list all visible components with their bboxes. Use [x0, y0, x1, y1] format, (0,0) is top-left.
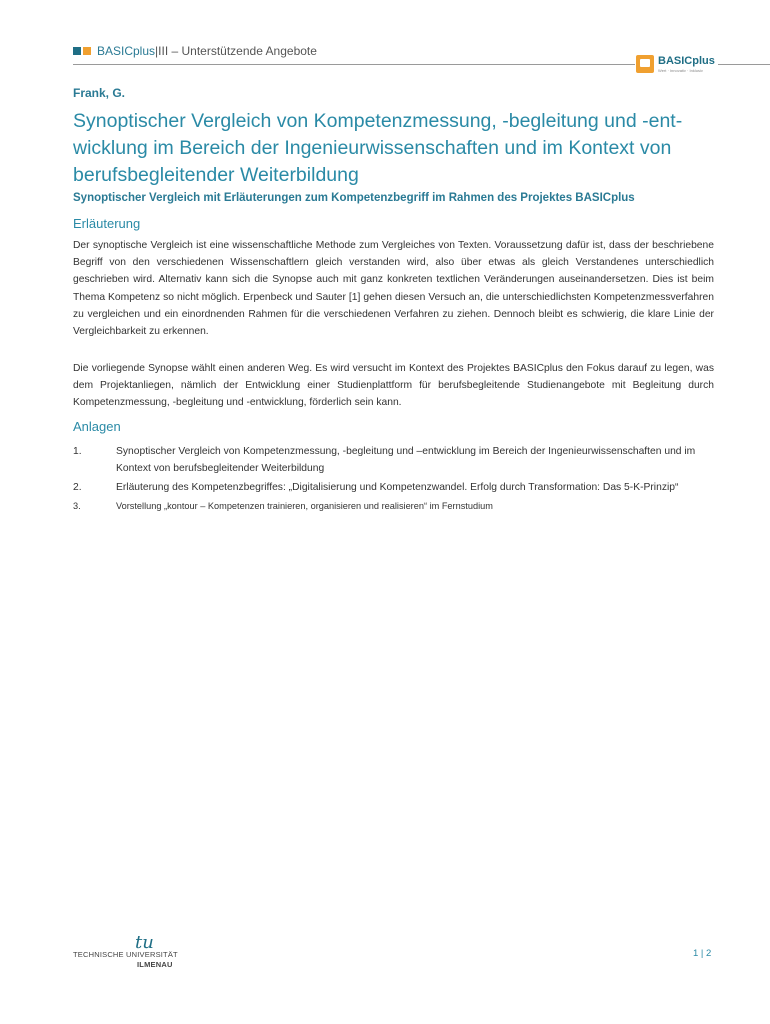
paragraph-2: Die vorliegende Synopse wählt einen anderen Weg. Es wird versucht im Kontext des Projektes BASICplus den Fokus darauf zu legen, was dem Projektanliegen, nämlich der Entwicklung einer Studienplattform für berufsbegleitende Studienangebote mit Begleitung durch Kompetenzmessung, -begleitung und -entwicklung, förderlich sein kann.: [73, 363, 714, 409]
running-header: [73, 43, 317, 59]
header-square-orange-icon: [83, 47, 91, 55]
list-item: [73, 498, 714, 515]
tu-ilmenau-logo: [73, 932, 185, 972]
header-section: |III – Unterstützende Angebote: [155, 44, 317, 58]
list-item-number: 3.: [73, 501, 81, 511]
logo-tagline: Wert · Innovativ · Inklusiv: [658, 67, 703, 73]
attachments-list: [73, 443, 714, 517]
tu-mark-icon: tu: [135, 932, 154, 953]
list-item-number: 1.: [73, 446, 82, 457]
section-heading-anlagen: Anlagen: [73, 419, 121, 434]
university-name-line1: TECHNISCHE UNIVERSITÄT: [73, 950, 178, 959]
document-subtitle: Synoptischer Vergleich mit Erläuterungen zum Kompetenzbegriff im Rahmen des Projektes BASICplus: [73, 192, 635, 204]
page-number: 1 | 2: [693, 948, 712, 959]
logo-divider: [718, 64, 770, 65]
list-item-text: Synoptischer Vergleich von Kompetenzmessung, -begleitung und –entwicklung im Bereich der Ingenieurwissenschaften und im Kontext von berufsbegleitender Weiterbildung: [116, 446, 696, 474]
header-brand: BASICplus: [97, 44, 156, 58]
list-item-text: Erläuterung des Kompetenzbegriffes: „Digitalisierung und Kompetenzwandel. Erfolg durch Transformation: Das 5-K-Prinzip“: [116, 482, 679, 493]
paragraph-1: Der synoptische Vergleich ist eine wissenschaftliche Methode zum Vergleiches von Texten. Voraussetzung dafür ist, dass der beschriebene Begriff von den verschiedenen Wissenschaftlern gleich verstanden wird, also über etwas als gleich Verstandenes unterschiedlich geschrieben wird. Alternativ kann sich die Synopse auch mit ganz konkreten textlichen Veränderungen auseinandersetzen. Dies ist beim Thema Kompetenz so nicht möglich. Erpenbeck und Sauter [1] gehen diesen Versuch an, die unterschiedlichsten Kompetenzmessverfahren zu vergleichen und ein einordnenden Rahmen für die verschiedenen Verfahren zu ziehen. Dennoch bleibt es schwierig, die klare Linie der Vergleichbarkeit zu erkennen.: [73, 240, 714, 338]
basicplus-logo: [636, 53, 718, 75]
university-name-line2: ILMENAU: [137, 960, 173, 969]
logo-name: BASICplus: [658, 54, 715, 67]
list-item-text: Vorstellung „kontour – Kompetenzen trainieren, organisieren und realisieren“ im Fernstudium: [116, 501, 493, 511]
author: Frank, G.: [73, 86, 126, 100]
basicplus-logo-icon: [636, 55, 654, 73]
document-title: Synoptischer Vergleich von Kompetenzmessung, -begleitung und -entwicklung im Bereich der Ingenieurwissenschaften und im Kontext von berufsbegleitender Weiterbildung: [73, 110, 683, 186]
header-divider: [73, 64, 635, 65]
list-item-number: 2.: [73, 482, 82, 493]
list-item: [73, 479, 714, 496]
list-item: [73, 443, 714, 477]
header-square-teal-icon: [73, 47, 81, 55]
section-heading-erlaeuterung: Erläuterung: [73, 216, 141, 231]
